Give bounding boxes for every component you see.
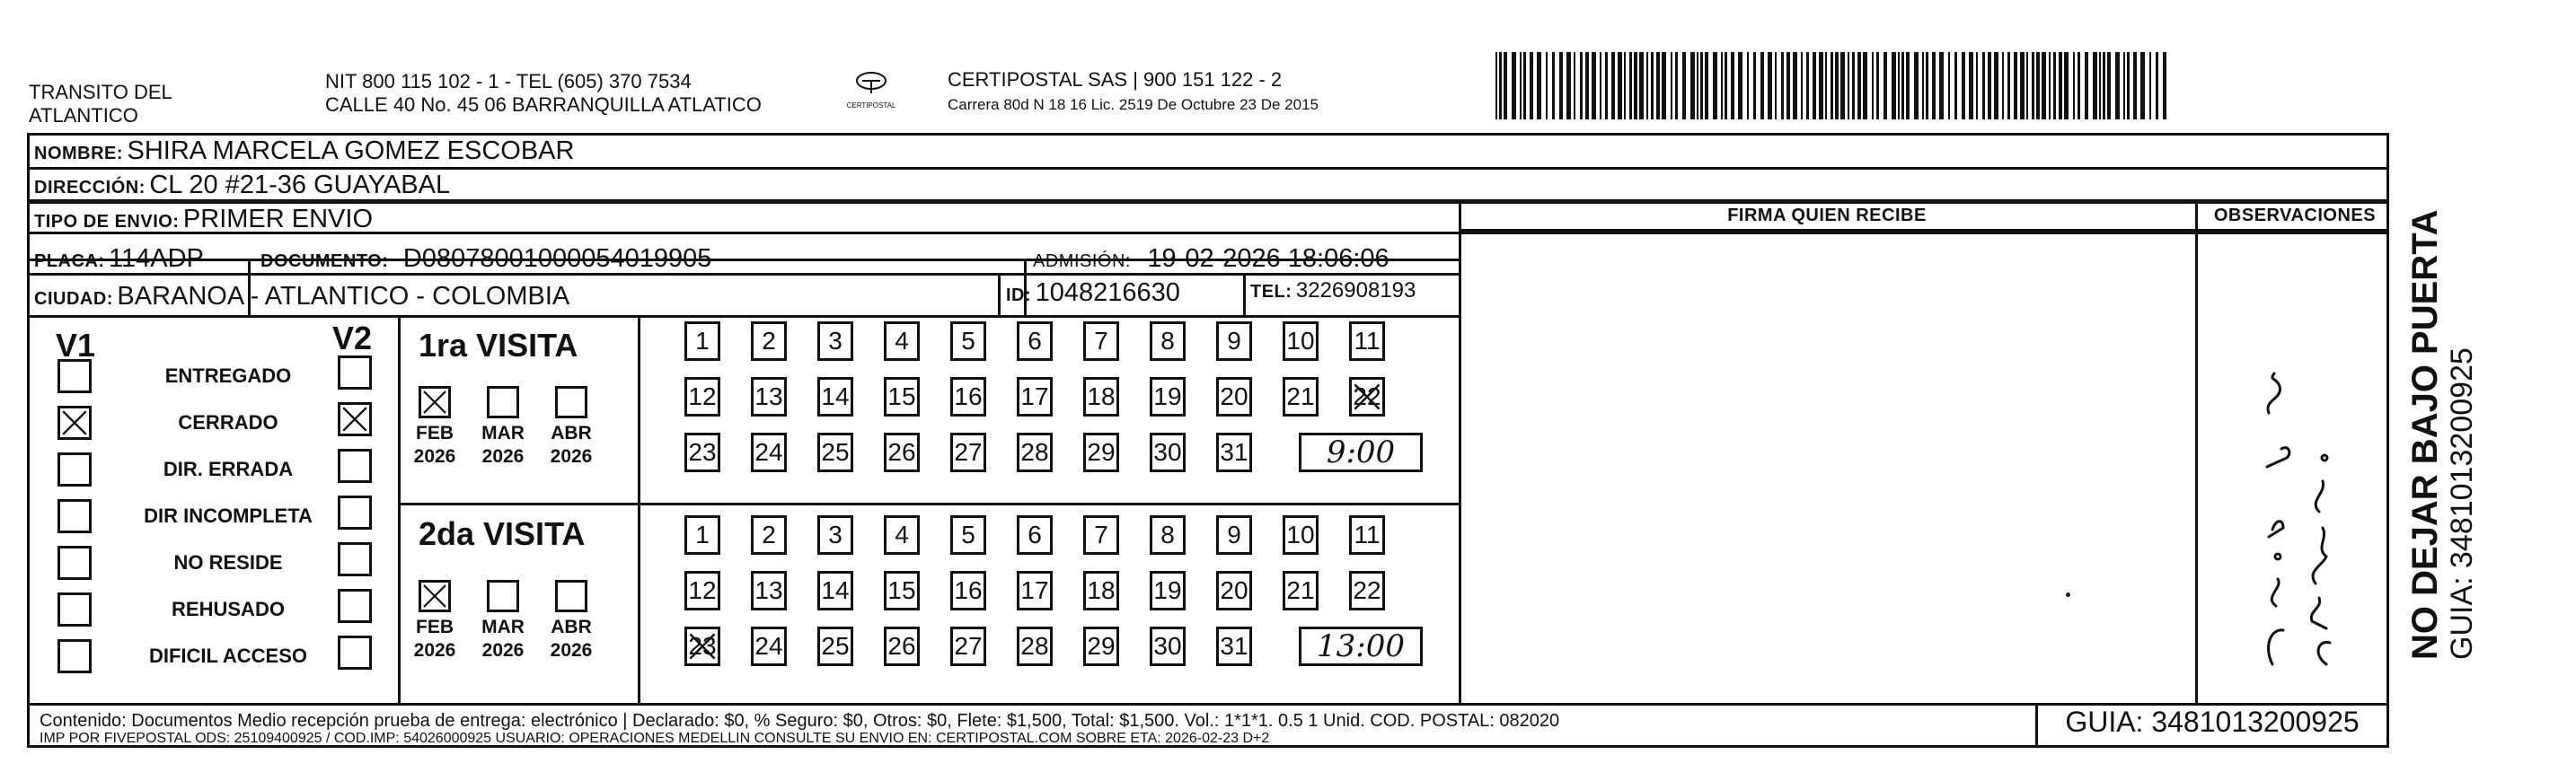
barcode-bar [1901,52,1904,119]
barcode-bar [2093,52,2097,119]
second-visit-day-15[interactable]: 15 [884,571,920,610]
first-visit-day-13[interactable]: 13 [751,377,787,417]
footer-imp: IMP POR FIVEPOSTAL ODS: 25109400925 / COD.IMP: 54026000925 USUARIO: OPERACIONES MEDELLIN CONSULTE SU ENVIO EN: CERTIPOSTAL.COM SOBRE ETA: 2026-02-23 D+2 [40,731,1270,746]
first-visit-day-28[interactable]: 28 [1017,433,1053,472]
first-visit-day-24[interactable]: 24 [751,433,787,472]
first-visit-day-17[interactable]: 17 [1017,377,1053,417]
second-visit-day-29[interactable]: 29 [1083,627,1119,666]
certipostal-logo [840,70,903,110]
first-visit-day-7[interactable]: 7 [1083,321,1119,361]
first-visit-day-10[interactable]: 10 [1283,321,1319,361]
second-visit-day-13[interactable]: 13 [751,571,787,610]
first-visit-day-8[interactable]: 8 [1150,321,1186,361]
first-visit-day-23[interactable]: 23 [684,433,720,472]
first-visit-day-29[interactable]: 29 [1083,433,1119,472]
first-visit-day-4[interactable]: 4 [884,321,920,361]
first-visit-day-26[interactable]: 26 [884,433,920,472]
barcode-bar [1495,52,1497,119]
barcode-bar [1671,52,1672,119]
logo-text: CERTIPOSTAL [846,101,896,110]
second-visit-day-2[interactable]: 2 [751,515,787,555]
barcode-bar [1530,52,1533,119]
barcode-bar [1592,52,1596,119]
first-visit-day-11[interactable]: 11 [1349,321,1385,361]
status-label: DIR INCOMPLETA [144,505,313,527]
nombre-label: NOMBRE: [34,144,124,163]
barcode-bar [1651,52,1654,119]
barcode-bar [2064,52,2069,119]
barcode-bar [1872,52,1874,119]
observaciones-header: OBSERVACIONES [2213,206,2377,225]
logo-icon [853,70,889,97]
license-line: Carrera 80d N 18 16 Lic. 2519 De Octubre 23 De 2015 [948,96,1319,113]
status-label: DIR. ERRADA [163,458,294,480]
row-tel [1250,278,1416,303]
barcode-bar [1793,52,1797,119]
month-label: ABR [551,423,592,443]
barcode-bar [1840,52,1845,119]
barcode-bar [1520,52,1522,119]
barcode-bar [2099,52,2101,119]
second-visit-day-24[interactable]: 24 [751,627,787,666]
barcode-bar [1523,52,1526,119]
side-guia: GUIA: 3481013200925 [2445,347,2479,660]
second-visit-day-4[interactable]: 4 [884,515,920,555]
barcode-bar [1574,52,1575,119]
barcode-bar [1768,52,1772,119]
second-visit-month-abr[interactable] [555,580,587,612]
month-caption [544,422,598,469]
admision-label: ADMISIÓN: [1033,251,1131,271]
nombre-value: SHIRA MARCELA GOMEZ ESCOBAR [127,136,575,165]
ink-dot [2066,592,2070,597]
barcode-bar [1605,52,1608,119]
barcode-bar [1988,52,1991,119]
second-visit-day-25[interactable]: 25 [817,627,853,666]
issuer-line-1: TRANSITO DEL [29,81,172,103]
barcode-bar [2107,52,2111,119]
barcode-bar [1969,52,1973,119]
month-caption [408,422,462,469]
v1-checkbox-dificil-acceso[interactable] [57,639,92,673]
barcode-bar [1898,52,1900,119]
barcode-bar [1760,52,1764,119]
barcode-bar [1801,52,1803,119]
barcode-bar [1982,52,1985,119]
barcode-bar [1624,52,1626,119]
barcode-bar [1731,52,1734,119]
barcode-bar [1537,52,1541,119]
status-label: NO RESIDE [173,551,283,574]
barcode-bar [2026,52,2028,119]
row-ciudad [34,282,569,312]
tipo-value: PRIMER ENVIO [182,205,374,233]
barcode-bar [1559,52,1563,119]
issuer-line-2: ATLANTICO [29,104,138,127]
tel-value: 3226908193 [1295,278,1416,303]
v1-checkbox-dir-incompleta[interactable] [57,499,92,533]
second-visit-day-26[interactable]: 26 [884,627,920,666]
barcode-bar [1690,52,1695,119]
barcode-bar [1629,52,1632,119]
year-label: 2026 [413,640,456,661]
barcode-bar [1585,52,1589,119]
row-documento [260,244,711,274]
side-title: NO DEJAR BAJO PUERTA [2405,209,2445,660]
handwritten-observations [2236,287,2344,700]
v1-checkbox-rehusado[interactable] [57,592,92,627]
status-label: REHUSADO [172,598,285,620]
second-visit-day-10[interactable]: 10 [1283,515,1319,555]
row-nombre [34,136,574,166]
barcode-bar [1806,52,1809,119]
second-visit-day-19[interactable]: 19 [1150,571,1186,610]
barcode-bar [1852,52,1855,119]
barcode-bar [1948,52,1950,119]
v2-checkbox-dificil-acceso[interactable] [338,636,372,670]
second-visit-day-11[interactable]: 11 [1349,515,1385,555]
barcode-bar [1892,52,1896,119]
documento-value: D08078001000054019905 [402,244,712,273]
first-visit-time[interactable]: 9:00 [1299,433,1423,472]
v2-header: V2 [332,320,373,356]
barcode-bar [2049,52,2051,119]
second-visit-day-3[interactable]: 3 [817,515,853,555]
second-visit-day-27[interactable]: 27 [950,627,986,666]
barcode-bar [2042,52,2046,119]
first-visit-day-15[interactable]: 15 [884,377,920,417]
barcode-bar [1662,52,1666,119]
row-admision [1033,244,1389,274]
address-line: CALLE 40 No. 45 06 BARRANQUILLA ATLATICO [325,93,762,116]
first-visit-day-31[interactable]: 31 [1216,433,1252,472]
first-visit-month-abr[interactable] [555,386,587,418]
v1-header: V1 [56,327,96,364]
barcode-bar [1954,52,1957,119]
ciudad-label: CIUDAD: [34,289,113,309]
barcode-bar [1825,52,1827,119]
tel-label: TEL: [1250,282,1292,302]
year-label: 2026 [481,640,525,661]
barcode-bar [2036,52,2040,119]
first-visit-day-12[interactable]: 12 [684,377,720,417]
barcode-bar [1639,52,1644,119]
v2-checkbox-entregado[interactable] [338,355,372,390]
barcode-bar [1883,52,1887,119]
barcode-bar [1705,52,1708,119]
v2-checkbox-dir-incompleta[interactable] [338,496,372,530]
barcode-bar [1546,52,1548,119]
barcode-bar [1914,52,1919,119]
id-value: 1048216630 [1035,278,1180,307]
barcode-bar [1926,52,1928,119]
barcode-bar [1781,52,1784,119]
barcode-bar [1566,52,1571,119]
second-visit-day-12[interactable]: 12 [684,571,720,610]
barcode-bar [1906,52,1910,119]
v2-checkbox-no-reside[interactable] [338,542,372,576]
barcode-bar [1775,52,1777,119]
barcode-bar [1819,52,1823,119]
second-visit-day-9[interactable]: 9 [1216,515,1252,555]
first-visit-day-9[interactable]: 9 [1216,321,1252,361]
barcode-bar [1848,52,1849,119]
barcode-bar [1831,52,1833,119]
month-caption [476,422,530,469]
admision-value: 19-02-2026 18:06:06 [1147,244,1389,273]
v1-checkbox-cerrado[interactable] [57,406,92,440]
nit-line: NIT 800 115 102 - 1 - TEL (605) 370 7534 [325,70,692,92]
ciudad-value: BARANOA - ATLANTICO - COLOMBIA [117,282,570,311]
footer-contenido: Contenido: Documentos Medio recepción prueba de entrega: electrónico | Declarado: $0, % Seguro: $0, Otros: $0, Flete: $1,500, Total: $1,500. Vol.: 1*1*1. 0.5 1 Unid. COD. POSTAL: 082020 [40,711,1560,731]
second-visit-day-22[interactable]: 22 [1349,571,1385,610]
barcode-bar [2163,52,2166,119]
placa-label: PLACA: [34,251,105,271]
carrier-info [948,68,1319,115]
second-visit-day-8[interactable]: 8 [1150,515,1186,555]
barcode-bar [2149,52,2151,119]
id-label: ID: [1006,285,1032,305]
first-visit-day-16[interactable]: 16 [950,377,986,417]
second-visit-day-14[interactable]: 14 [817,571,853,610]
barcode-bar [2115,52,2120,119]
first-visit-day-18[interactable]: 18 [1083,377,1119,417]
firma-header: FIRMA QUIEN RECIBE [1727,206,1927,225]
first-visit-day-22[interactable]: 22 [1349,377,1385,417]
barcode-bar [2133,52,2137,119]
documento-label: DOCUMENTO: [260,251,389,271]
barcode-bar [1939,52,1944,119]
barcode-bar [1499,52,1502,119]
second-visit-day-5[interactable]: 5 [950,515,986,555]
month-label: FEB [416,617,454,637]
barcode-bar [1552,52,1555,119]
barcode-bar [2127,52,2130,119]
footer-guia: GUIA: 3481013200925 [2065,706,2360,738]
status-label: DIFICIL ACCESO [148,645,307,667]
issuer-contact [325,70,762,117]
v2-checkbox-rehusado[interactable] [338,589,372,623]
barcode-bar [2103,52,2105,119]
barcode-bar [1747,52,1749,119]
second-visit-day-23[interactable]: 23 [684,627,720,666]
first-visit-day-5[interactable]: 5 [950,321,986,361]
barcode-bar [1675,52,1678,119]
barcode-bar [1618,52,1622,119]
row-placa [34,244,204,274]
barcode-bar [1962,52,1965,119]
barcode-bar [2053,52,2056,119]
barcode-bar [1863,52,1867,119]
barcode-bar [1932,52,1936,119]
first-visit-day-27[interactable]: 27 [950,433,986,472]
barcode-bar [1713,52,1717,119]
carrier-line: CERTIPOSTAL SAS | 900 151 122 - 2 [948,68,1283,91]
barcode-bar [2002,52,2004,119]
first-visit-day-14[interactable]: 14 [817,377,853,417]
v1-checkbox-entregado[interactable] [57,359,92,393]
barcode-bar [2073,52,2075,119]
barcode-bar [1682,52,1686,119]
status-label: CERRADO [178,411,278,434]
barcode-bar [2123,52,2125,119]
first-visit-day-20[interactable]: 20 [1216,377,1252,417]
barcode-bar [1721,52,1723,119]
first-visit-day-25[interactable]: 25 [817,433,853,472]
second-visit-label: 2da VISITA [419,515,586,552]
first-visit-day-2[interactable]: 2 [751,321,787,361]
barcode-bar [1786,52,1790,119]
barcode-bar [1634,52,1637,119]
second-visit-day-17[interactable]: 17 [1017,571,1053,610]
barcode-bar [1725,52,1727,119]
year-label: 2026 [413,446,456,467]
year-label: 2026 [550,446,593,467]
second-visit-month-feb[interactable] [419,580,451,612]
first-visit-day-3[interactable]: 3 [817,321,853,361]
status-label: ENTREGADO [164,364,292,387]
second-visit-day-31[interactable]: 31 [1216,627,1252,666]
barcode-bar [1857,52,1861,119]
first-visit-label: 1ra VISITA [419,327,578,364]
direccion-label: DIRECCIÓN: [34,178,146,197]
second-visit-day-18[interactable]: 18 [1083,571,1119,610]
barcode-bar [2156,52,2158,119]
barcode-bar [2014,52,2017,119]
v1-checkbox-no-reside[interactable] [57,546,92,580]
year-label: 2026 [550,640,593,661]
barcode-bar [1646,52,1648,119]
second-visit-day-7[interactable]: 7 [1083,515,1119,555]
barcode-bar [2140,52,2145,119]
barcode-bar [2078,52,2080,119]
side-banner [2405,209,2479,660]
barcode-bar [1611,52,1615,119]
barcode-bar [1876,52,1879,119]
month-label: MAR [481,423,525,443]
tipo-label: TIPO DE ENVIO: [34,212,180,232]
placa-value: 114ADP [109,244,204,273]
barcode-bar [1976,52,1978,119]
second-visit-month-mar[interactable] [487,580,519,612]
second-visit-day-16[interactable]: 16 [950,571,986,610]
row-direccion [34,171,450,200]
first-visit-day-21[interactable]: 21 [1283,377,1319,417]
barcode-bar [1504,52,1507,119]
first-visit-day-6[interactable]: 6 [1017,321,1053,361]
second-visit-day-30[interactable]: 30 [1150,627,1186,666]
first-visit-month-feb[interactable] [419,386,451,418]
barcode-bar [2007,52,2010,119]
second-visit-day-1[interactable]: 1 [684,515,720,555]
barcode [1495,52,2169,119]
month-caption [544,616,598,663]
month-label: MAR [481,617,525,637]
second-visit-day-6[interactable]: 6 [1017,515,1053,555]
row-tipo [34,205,373,234]
barcode-bar [1813,52,1816,119]
first-visit-day-19[interactable]: 19 [1150,377,1186,417]
second-visit-day-28[interactable]: 28 [1017,627,1053,666]
v1-checkbox-dir-errada[interactable] [57,452,92,487]
barcode-bar [1656,52,1660,119]
barcode-bar [1753,52,1756,119]
barcode-bar [1697,52,1698,119]
second-visit-time[interactable]: 13:00 [1299,627,1423,666]
barcode-bar [1922,52,1924,119]
year-label: 2026 [481,446,525,467]
barcode-bar [1835,52,1839,119]
first-visit-day-1[interactable]: 1 [684,321,720,361]
issuer-name [29,81,172,127]
barcode-bar [2085,52,2088,119]
second-visit-day-20[interactable]: 20 [1216,571,1252,610]
barcode-bar [1738,52,1742,119]
v2-checkbox-cerrado[interactable] [338,402,372,436]
barcode-bar [2059,52,2062,119]
barcode-bar [1580,52,1583,119]
first-visit-month-mar[interactable] [487,386,519,418]
first-visit-day-30[interactable]: 30 [1150,433,1186,472]
barcode-bar [1700,52,1703,119]
second-visit-day-21[interactable]: 21 [1283,571,1319,610]
v2-checkbox-dir-errada[interactable] [338,449,372,483]
barcode-bar [1600,52,1601,119]
direccion-value: CL 20 #21-36 GUAYABAL [149,171,451,199]
month-label: ABR [551,617,592,637]
barcode-bar [2020,52,2025,119]
barcode-bar [1994,52,1998,119]
row-id [1006,278,1180,308]
barcode-bar [2032,52,2034,119]
month-caption [408,616,462,663]
month-label: FEB [416,423,454,443]
month-caption [476,616,530,663]
barcode-bar [1512,52,1516,119]
